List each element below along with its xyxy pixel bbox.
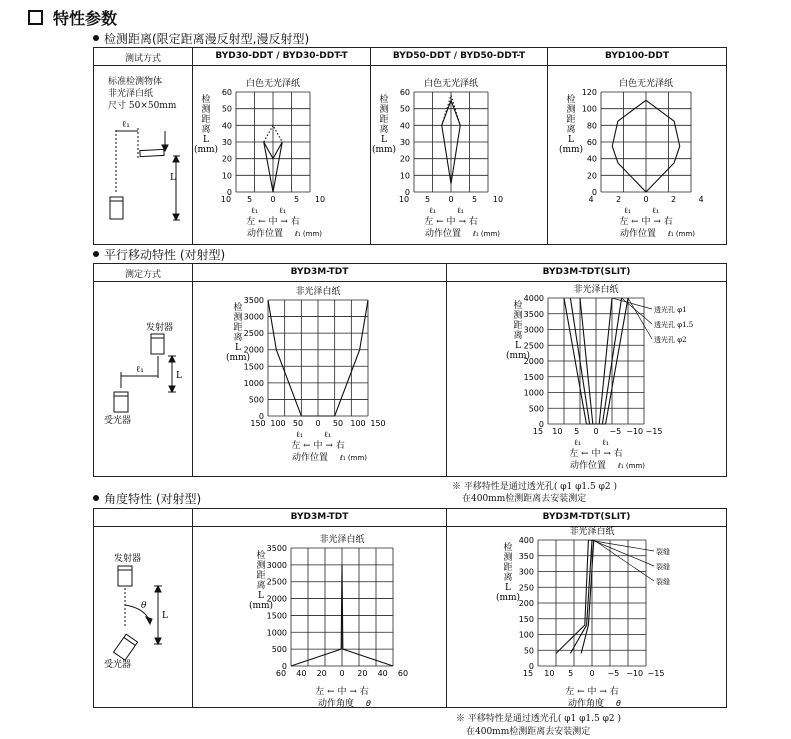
legend-leader (588, 540, 654, 551)
y-tick-label: 350 (518, 551, 534, 561)
L-label: L (162, 611, 168, 621)
y-axis-label: L (258, 591, 264, 601)
y-tick-label: 2000 (523, 357, 544, 366)
chart-subtitle: 非光泽白纸 (295, 287, 341, 297)
y-tick-label: 2500 (523, 341, 544, 351)
x-axis-unit: ℓ₁ (mm) (618, 462, 646, 470)
x-axis-label: 动作位置 (424, 229, 462, 239)
y-tick-label: 10 (221, 171, 232, 181)
x-axis-unit: ℓ₁ (mm) (668, 230, 696, 238)
chart-subtitle: 非光泽白纸 (319, 535, 365, 545)
x-tick-label: 15 (532, 427, 544, 436)
x-axis-unit: ℓ₁ (mm) (340, 454, 368, 462)
x-tick-label: 10 (492, 195, 504, 204)
y-tick-label: 3000 (243, 312, 264, 322)
y-axis-label: (mm) (248, 601, 274, 611)
y-tick-label: 0 (528, 662, 534, 671)
l1-label: ℓ₁ (122, 120, 130, 130)
y-axis-label: L (568, 135, 574, 145)
l1-label: ℓ₁ (602, 438, 610, 447)
y-tick-label: 500 (528, 404, 544, 414)
footnote: ※ 平移特性是通过透光孔( φ1 φ1.5 φ2 ) (452, 482, 617, 492)
x-axis-unit: θ (366, 699, 371, 708)
emitter-label: 发射器 (114, 554, 142, 564)
x-tick-label: −10 (626, 427, 644, 436)
x-axis-label: 动作位置 (619, 229, 657, 239)
x-tick-label: −15 (647, 669, 665, 678)
x-tick-label: 0 (315, 419, 321, 428)
x-tick-label: 60 (275, 669, 287, 678)
parallel-schematic (114, 334, 176, 412)
footnote: ※ 平移特性是通过透光孔( φ1 φ1.5 φ2 ) (456, 714, 621, 724)
l1-label: ℓ₁ (296, 430, 304, 439)
y-axis-label: (mm) (558, 145, 584, 155)
direction-label: 左 ← 中 → 右 (569, 449, 623, 459)
x-tick-label: 40 (377, 669, 388, 678)
y-tick-label: 40 (586, 154, 597, 164)
emitter (118, 566, 132, 586)
y-tick-label: 250 (518, 583, 534, 593)
y-tick-label: 0 (538, 420, 544, 429)
y-tick-label: 100 (518, 630, 534, 640)
y-tick-label: 80 (586, 121, 597, 131)
l1-label: ℓ₁ (324, 430, 332, 439)
l1-label: ℓ₁ (429, 206, 437, 215)
y-tick-label: 2000 (243, 345, 264, 355)
series-line-0 (556, 540, 588, 653)
x-tick-label: 50 (332, 419, 344, 428)
y-axis-label: 离 (256, 581, 266, 591)
x-tick-label: 50 (292, 419, 304, 428)
x-tick-label: 10 (544, 669, 555, 678)
x-tick-label: 10 (398, 195, 410, 204)
x-tick-label: 2 (670, 195, 677, 204)
y-axis-label: (mm) (371, 145, 397, 155)
y-axis-label: 距 (233, 323, 243, 333)
legend-label: 裂缝 (656, 548, 670, 556)
y-axis-label: 检 (379, 95, 389, 105)
x-tick-label: 5 (568, 669, 574, 678)
y-tick-label: 2000 (266, 594, 287, 604)
x-tick-label: −15 (645, 427, 663, 436)
x-axis-unit: ℓ₁ (mm) (295, 230, 323, 238)
direction-label: 左 ← 中 → 右 (246, 217, 300, 227)
y-tick-label: 300 (518, 567, 534, 577)
y-axis-label: L (381, 135, 387, 145)
y-axis-label: (mm) (505, 351, 531, 361)
page-title: 特性参数 (28, 6, 117, 29)
x-tick-label: 4 (588, 195, 594, 204)
y-axis-label: 离 (503, 573, 513, 583)
x-tick-label: 5 (574, 427, 580, 436)
y-axis-label: 距 (513, 321, 523, 331)
y-axis-label: 检 (566, 95, 576, 105)
y-axis-label: 距 (201, 115, 211, 125)
l1-label: ℓ₁ (624, 206, 632, 215)
charts-layer (194, 77, 704, 709)
x-tick-label: 100 (350, 419, 366, 428)
l1-label: ℓ₁ (279, 206, 287, 215)
y-axis-label: 距 (256, 571, 266, 581)
y-tick-label: 3000 (523, 325, 544, 335)
y-tick-label: 0 (258, 412, 264, 421)
y-tick-label: 40 (221, 121, 232, 131)
y-axis-label: 检 (201, 95, 211, 105)
y-tick-label: 4000 (523, 294, 544, 303)
direction-label: 左 ← 中 → 右 (315, 687, 369, 697)
y-tick-label: 0 (404, 188, 410, 197)
x-tick-label: 0 (339, 669, 345, 678)
y-tick-label: 20 (586, 171, 597, 181)
y-tick-label: 2500 (266, 577, 287, 587)
receiver (114, 392, 128, 412)
y-tick-label: 1500 (243, 362, 264, 372)
y-tick-label: 20 (399, 154, 410, 164)
y-tick-label: 0 (281, 662, 287, 671)
y-tick-label: 1000 (523, 388, 544, 398)
y-tick-label: 40 (399, 121, 410, 131)
receiver-label: 受光器 (104, 416, 132, 426)
sensor-body (110, 197, 123, 219)
y-tick-label: 60 (586, 138, 597, 147)
x-tick-label: 5 (293, 195, 300, 204)
receiver-label: 受光器 (104, 660, 132, 670)
y-tick-label: 60 (399, 88, 410, 97)
l1-label: ℓ₁ (251, 206, 259, 215)
angle-schematic (114, 566, 162, 660)
y-axis-label: 测 (256, 561, 266, 571)
x-tick-label: 150 (250, 419, 266, 428)
L-label: L (176, 371, 182, 381)
y-tick-label: 3000 (266, 560, 287, 570)
x-tick-label: 0 (270, 195, 276, 204)
y-axis-label: 测 (201, 105, 211, 115)
col-header-method: 测试方式 (124, 54, 161, 64)
y-tick-label: 50 (221, 104, 232, 114)
y-axis-label: (mm) (225, 353, 251, 363)
emitter-label: 发射器 (146, 323, 174, 333)
y-tick-label: 500 (271, 645, 287, 655)
y-tick-label: 150 (518, 614, 534, 624)
x-axis-label: 动作位置 (291, 453, 329, 463)
y-axis-label: L (235, 343, 241, 353)
x-tick-label: 150 (370, 419, 386, 428)
x-axis-label: 动作角度 (567, 699, 605, 709)
col-header-byd3m-slit: BYD3M-TDT(SLIT) (542, 512, 631, 522)
y-axis-label: 测 (566, 105, 576, 115)
footnote: 在400mm检测距离去安装测定 (462, 494, 587, 504)
y-axis-label: 检 (503, 543, 513, 553)
L-label: L (170, 173, 176, 183)
y-axis-label: 距 (379, 115, 389, 125)
col-header-byd3m-slit: BYD3M-TDT(SLIT) (542, 267, 631, 277)
y-tick-label: 3500 (243, 296, 264, 305)
x-tick-label: 100 (270, 419, 286, 428)
legend-label: 透光孔 φ1 (654, 306, 687, 314)
y-axis-label: 离 (379, 125, 389, 135)
x-tick-label: −10 (626, 669, 644, 678)
y-tick-label: 60 (221, 88, 232, 97)
y-axis-label: 离 (201, 125, 211, 135)
y-tick-label: 120 (581, 88, 597, 97)
legend-label: 裂缝 (656, 563, 670, 571)
x-axis-unit: θ (616, 699, 621, 708)
y-axis-label: 测 (503, 553, 513, 563)
x-tick-label: 60 (397, 669, 409, 678)
x-tick-label: 10 (552, 427, 563, 436)
y-axis-label: 测 (513, 311, 523, 321)
y-tick-label: 200 (518, 599, 534, 608)
col-header-byd3m: BYD3M-TDT (290, 267, 349, 277)
y-axis-label: 测 (233, 313, 243, 323)
test-object-text: 标准检测物体 非光泽白纸 尺寸 50×50mm (108, 77, 177, 111)
section-detect-heading: 检测距离(限定距离漫反射型,漫反射型) (93, 30, 309, 47)
y-axis-label: 距 (503, 563, 513, 573)
col-header-method: 测定方式 (124, 270, 161, 280)
x-axis-unit: ℓ₁ (mm) (473, 230, 501, 238)
x-tick-label: 2 (615, 195, 622, 204)
y-axis-label: 离 (233, 333, 243, 343)
x-axis-label: 动作角度 (317, 699, 355, 709)
l1-label: ℓ₁ (136, 365, 144, 375)
legend-label: 透光孔 φ2 (654, 336, 687, 344)
x-tick-label: 0 (589, 669, 595, 678)
y-axis-label: 离 (513, 331, 523, 341)
section-parallel-heading: 平行移动特性 (对射型) (93, 246, 225, 263)
y-axis-label: (mm) (495, 593, 521, 603)
y-tick-label: 1500 (523, 372, 544, 382)
y-tick-label: 30 (399, 138, 410, 147)
y-tick-label: 1000 (266, 628, 287, 638)
y-axis-label: L (203, 135, 209, 145)
chart-subtitle: 非光泽白纸 (573, 285, 619, 295)
y-axis-label: 检 (513, 301, 523, 311)
x-tick-label: 5 (246, 195, 253, 204)
y-tick-label: 50 (399, 104, 410, 114)
col-header-byd3m: BYD3M-TDT (290, 512, 349, 522)
y-tick-label: 50 (523, 646, 534, 656)
legend-leader (628, 298, 652, 339)
chart-subtitle: 白色无光泽纸 (245, 79, 301, 89)
y-axis-label: 距 (566, 115, 576, 125)
y-tick-label: 1500 (266, 611, 287, 621)
section-angle-heading: 角度特性 (对射型) (93, 490, 201, 507)
y-tick-label: 500 (248, 395, 264, 405)
y-tick-label: 2500 (243, 329, 264, 339)
y-tick-label: 20 (221, 154, 232, 164)
y-tick-label: 400 (518, 536, 534, 545)
y-axis-label: L (505, 583, 511, 593)
x-tick-label: 0 (643, 195, 649, 204)
y-tick-label: 3500 (266, 544, 287, 553)
col-header-byd50: BYD50-DDT / BYD50-DDT-T (392, 51, 526, 61)
x-axis-label: 动作位置 (569, 461, 607, 471)
chart-subtitle: 白色无光泽纸 (423, 79, 479, 89)
y-tick-label: 0 (591, 188, 597, 197)
x-tick-label: 20 (316, 669, 327, 678)
x-tick-label: 10 (314, 195, 326, 204)
chart-subtitle: 非光泽白纸 (569, 527, 615, 537)
col-header-byd100: BYD100-DDT (605, 51, 669, 61)
x-tick-label: 0 (593, 427, 599, 436)
x-axis-label: 动作位置 (246, 229, 284, 239)
x-tick-label: −5 (609, 427, 622, 436)
y-axis-label: 检 (233, 303, 243, 313)
y-axis-label: 测 (379, 105, 389, 115)
y-tick-label: 1000 (243, 378, 264, 388)
y-tick-label: 3500 (523, 309, 544, 319)
direction-label: 左 ← 中 → 右 (291, 441, 345, 451)
legend-label: 透光孔 φ1.5 (654, 321, 694, 329)
x-tick-label: 15 (522, 669, 534, 678)
x-tick-label: 0 (448, 195, 454, 204)
col-header-byd30: BYD30-DDT / BYD30-DDT-T (215, 51, 348, 61)
y-tick-label: 10 (399, 171, 410, 181)
y-axis-label: 检 (256, 551, 266, 561)
y-axis-label: L (515, 341, 521, 351)
y-tick-label: 0 (226, 188, 232, 197)
direction-label: 左 ← 中 → 右 (565, 687, 619, 697)
theta-label: θ (141, 601, 147, 611)
direction-label: 左 ← 中 → 右 (619, 217, 673, 227)
legend-label: 裂缝 (656, 578, 670, 586)
x-tick-label: 40 (296, 669, 307, 678)
y-axis-label: 离 (566, 125, 576, 135)
y-tick-label: 30 (221, 138, 232, 147)
emitter (151, 334, 164, 354)
y-axis-label: (mm) (193, 145, 219, 155)
l1-label: ℓ₁ (457, 206, 465, 215)
x-tick-label: 4 (698, 195, 704, 204)
test-object (140, 149, 164, 156)
l1-label: ℓ₁ (652, 206, 660, 215)
y-tick-label: 100 (581, 104, 597, 114)
x-tick-label: −5 (607, 669, 620, 678)
x-tick-label: 5 (424, 195, 431, 204)
footnote: 在400mm检测距离去安装测定 (466, 727, 591, 737)
l1-label: ℓ₁ (574, 438, 582, 447)
chart-subtitle: 白色无光泽纸 (618, 79, 674, 89)
x-tick-label: 20 (357, 669, 368, 678)
legend-leader (592, 540, 654, 566)
x-tick-label: 10 (220, 195, 232, 204)
x-tick-label: 5 (471, 195, 478, 204)
direction-label: 左 ← 中 → 右 (424, 217, 478, 227)
